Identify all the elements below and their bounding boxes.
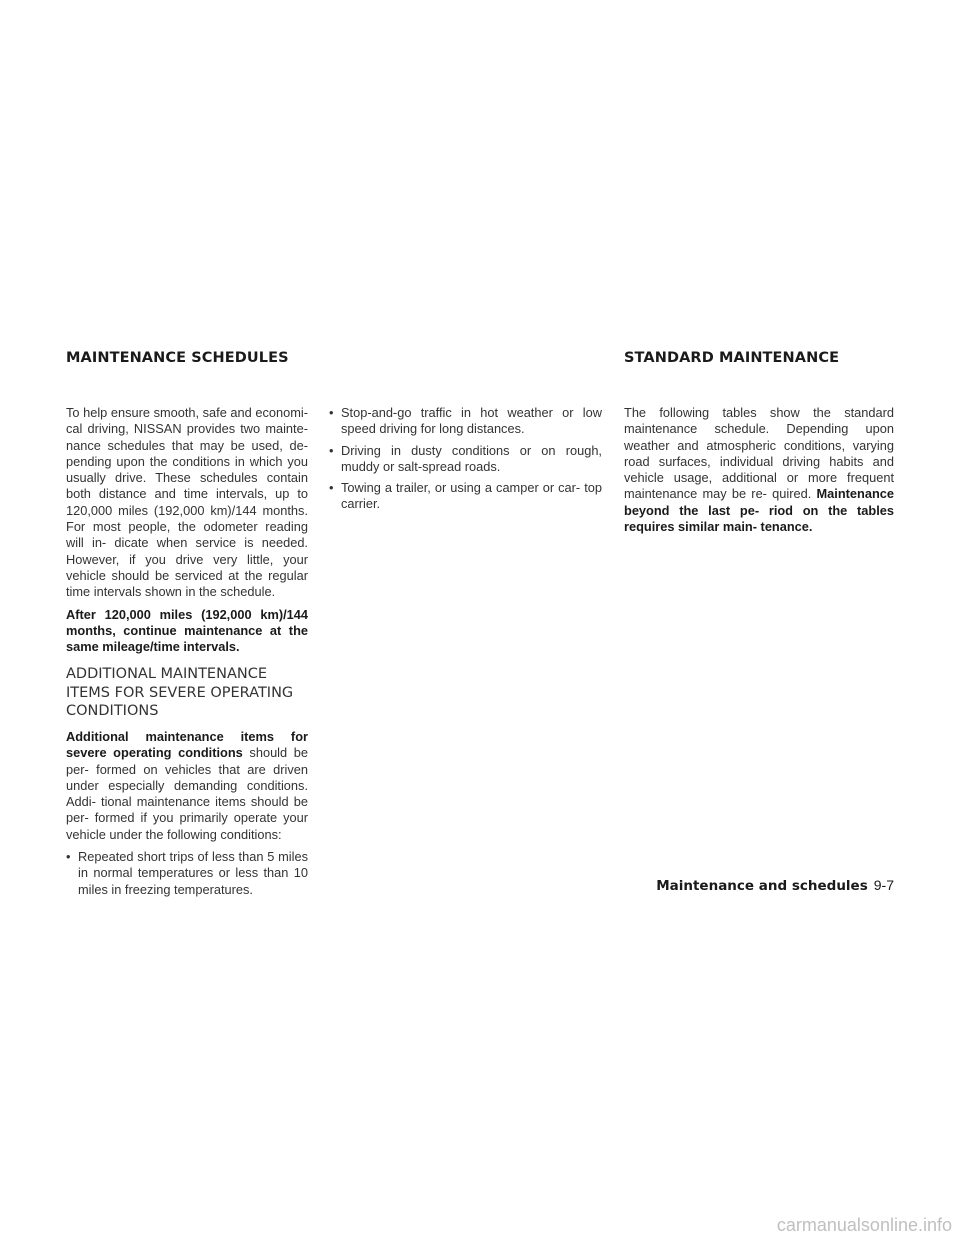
list-item: • Stop-and-go traffic in hot weather or low speed driving for long distances. [329,405,602,438]
list-item: • Repeated short trips of less than 5 miles in normal temperatures or less than 10 miles in freezing temperatures. [66,849,308,898]
standard-paragraph [624,405,894,535]
page-number: 9-7 [873,877,894,893]
list-item: • Driving in dusty conditions or on rough, muddy or salt-spread roads. [329,443,602,476]
severe-paragraph [66,729,308,843]
condition-list-part-1 [66,849,308,898]
bold-note: After 120,000 miles (192,000 km)/144 months, continue maintenance at the same mileage/time intervals. [66,606,308,655]
intro-paragraph: To help ensure smooth, safe and economi- cal driving, NISSAN provides two mainte- nance schedules that may be used, de- pending upon the conditions in which you usually drive. These schedules contain both distance and time intervals, up to 120,000 miles (192,000 km)/144 months. For most people, the odometer reading will in- dicate when service is needed. However, if you drive very little, your vehicle should be serviced at the regular time intervals shown in the schedule. [66,405,308,600]
column-left [66,405,308,903]
severe-text: should be per- formed on vehicles that are driven under especially demanding conditions. Addi- tional maintenance items should be per- formed if you primarily operate your vehicle under the following conditions: [66,745,308,842]
watermark: carmanualsonline.info [776,1215,952,1235]
condition-list-part-2 [329,405,602,513]
footer-chapter: Maintenance and schedules [656,878,868,894]
section-title-maintenance-schedules: MAINTENANCE SCHEDULES [66,350,289,366]
subhead-severe-conditions: ADDITIONAL MAINTENANCE ITEMS FOR SEVERE OPERATING CONDITIONS [66,666,294,720]
column-middle [329,405,602,518]
page-footer [656,877,894,894]
standard-bold: Maintenance beyond the last pe- riod on the tables requires similar main- tenance. [624,486,894,535]
list-item: • Towing a trailer, or using a camper or car- top carrier. [329,480,602,513]
standard-text: The following tables show the standard maintenance schedule. Depending upon weather and atmospheric conditions, varying road surfaces, individual driving habits and vehicle usage, additional or more frequent maintenance may be re- quired. [624,405,894,502]
section-title-standard-maintenance: STANDARD MAINTENANCE [624,350,840,366]
severe-bold: Additional maintenance items for severe operating conditions [66,728,308,761]
column-right [624,405,894,541]
